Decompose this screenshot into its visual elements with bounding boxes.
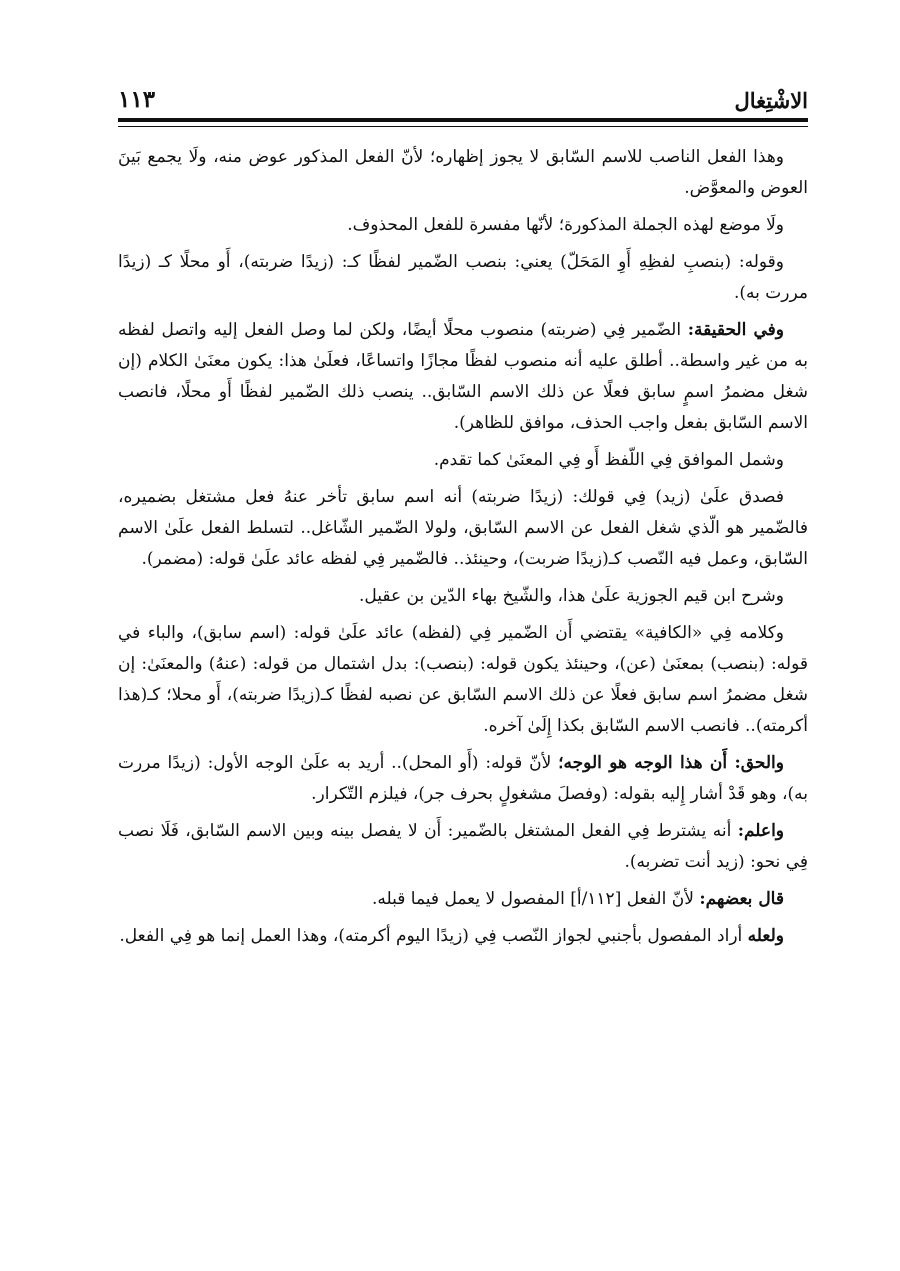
paragraph <box>118 445 808 476</box>
paragraph-lead: ولعله <box>747 926 784 946</box>
page-header <box>118 78 808 118</box>
paragraph-text: لأنّ قوله: (أَو المحل).. أريد به علَىٰ الوجه الأول: (زيدًا مررت به)، وهو قَدْ أشار إِليه بقوله: (وفصلَ مشغولٍ بحرف جر)، فيلزم التّكرار. <box>118 753 808 804</box>
paragraph <box>118 884 808 915</box>
paragraph-text: الضّمير فِي (ضربته) منصوب محلًا أيضًا، ولكن لما وصل الفعل إليه واتصل لفظه به من غير واسطة.. أطلق عليه أنه منصوب لفظًا مجازًا واتساعًا، فعلَىٰ هذا: يكون معنَىٰ الكلام (إن شغل مضمرُ اسمٍ سابق فعلًا عن ذلك الاسم السّابق.. ينصب ذلك الضّمير لفظًا أَو محلًا، فانصب الاسم السّابق بفعل واجب الحذف، موافق للظاهر). <box>118 320 808 433</box>
paragraph-lead: وفي الحقيقة: <box>687 320 784 340</box>
paragraph-lead: قال بعضهم: <box>699 889 784 909</box>
paragraph-text: وقوله: (بنصبِ لفظِهِ أَوِ المَحَلّ) يعني: بنصب الضّمير لفظًا كـ: (زيدًا ضربته)، أَو محلًا كـ (زيدًا مررت به). <box>118 252 808 303</box>
paragraph <box>118 618 808 742</box>
paragraph <box>118 581 808 612</box>
paragraph <box>118 816 808 878</box>
paragraph-text: أراد المفصول بأجنبي لجواز النّصب فِي (زيدًا اليوم أكرمته)، وهذا العمل إنما هو فِي الفعل. <box>119 926 748 946</box>
paragraph-lead: والحق: أَن هذا الوجه هو الوجه؛ <box>558 753 784 773</box>
paragraph <box>118 247 808 309</box>
paragraph-text: أنه يشترط فِي الفعل المشتغل بالضّمير: أَن لا يفصل بينه وبين الاسم السّابق، فَلَا نصب فِي نحو: (زيد أنت تضربه). <box>118 821 808 872</box>
paragraph-text: لأنّ الفعل [١١٢/أ] المفصول لا يعمل فيما قبله. <box>371 889 700 909</box>
body-text <box>118 142 808 958</box>
header-rule-thick <box>118 118 808 122</box>
paragraph-text: وشرح ابن قيم الجوزية علَىٰ هذا، والشّيخ بهاء الدّين بن عقيل. <box>358 586 784 606</box>
paragraph <box>118 482 808 575</box>
paragraph <box>118 315 808 439</box>
paragraph <box>118 210 808 241</box>
paragraph <box>118 921 808 952</box>
paragraph <box>118 748 808 810</box>
paragraph-text: فصدق علَىٰ (زيد) فِي قولك: (زيدًا ضربته) أنه اسم سابق تأخر عنهُ فعل مشتغل بضميره، فالضّمير هو الّذي شغل الفعل عن الاسم السّابق، ولولا الضّمير الشّاغل.. لتسلط الفعل علَىٰ الاسم السّابق، وعمل فيه النّصب كـ(زيدًا ضربت)، وحينئذ.. فالضّمير فِي لفظه عائد علَىٰ قوله: (مضمر). <box>118 487 808 569</box>
paragraph <box>118 142 808 204</box>
paragraph-text: وهذا الفعل الناصب للاسم السّابق لا يجوز إظهاره؛ لأنّ الفعل المذكور عوض منه، ولَا يجمع بَينَ العوض والمعوَّض. <box>118 147 808 198</box>
paragraph-lead: واعلم: <box>737 821 784 841</box>
paragraph-text: وشمل الموافق فِي اللّفظ أَو فِي المعنَىٰ كما تقدم. <box>433 450 784 470</box>
paragraph-text: ولَا موضع لهذه الجملة المذكورة؛ لأنّها مفسرة للفعل المحذوف. <box>347 215 784 235</box>
header-rule-thin <box>118 126 808 127</box>
paragraph-text: وكلامه فِي «الكافية» يقتضي أَن الضّمير فِي (لفظه) عائد علَىٰ قوله: (اسم سابق)، والباء في قوله: (بنصب) بمعنَىٰ (عن)، وحينئذ يكون قوله: (بنصب): بدل اشتمال من قوله: (عنهُ) والمعنَىٰ: إن شغل مضمرُ اسم سابق فعلًا عن ذلك الاسم السّابق عن نصبه لفظًا كـ(زيدًا ضربته)، أَو محلا؛ كـ(هذا أكرمته).. فانصب الاسم السّابق بكذا إِلَىٰ آخره. <box>118 623 808 736</box>
page-number: ١١٣ <box>118 86 156 113</box>
running-title: الاشْتِغال <box>734 88 808 113</box>
